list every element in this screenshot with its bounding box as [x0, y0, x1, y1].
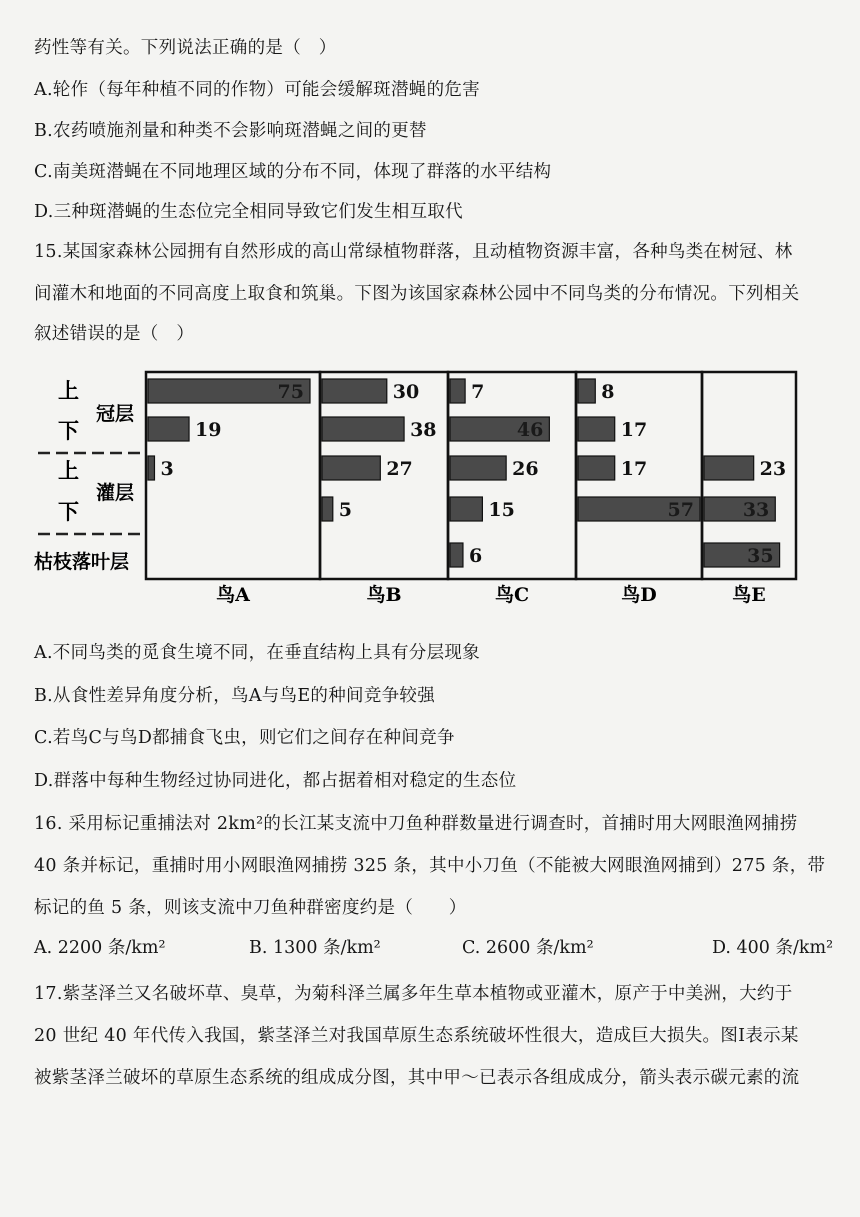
bar — [450, 379, 465, 403]
bar-value-label: 17 — [620, 458, 648, 480]
bar-value-label: 15 — [488, 499, 515, 521]
label-canopy: 冠层 — [96, 403, 135, 425]
q16-option-d: D. 400 条/km² — [712, 938, 834, 958]
q16-option-c: C. 2600 条/km² — [462, 938, 594, 958]
bar-value-label: 26 — [512, 458, 539, 480]
q15-option-a: A.不同鸟类的觅食生境不同，在垂直结构上具有分层现象 — [34, 643, 480, 663]
q17-stem-line: 17.紫茎泽兰又名破坏草、臭草，为菊科泽兰属多年生草本植物或亚灌木，原产于中美洲，大约于 — [34, 984, 793, 1004]
bar-value-label: 75 — [277, 381, 304, 403]
q16-option-a: A. 2200 条/km² — [34, 938, 166, 958]
bird-distribution-chart — [30, 362, 830, 612]
q15-stem-line: 间灌木和地面的不同高度上取食和筑巢。下图为该国家森林公园中不同鸟类的分布情况。下列相关 — [34, 284, 800, 304]
q15-stem-line: 叙述错误的是（ ） — [34, 324, 195, 344]
q14-option-d: D.三种斑潜蝇的生态位完全相同导致它们发生相互取代 — [34, 202, 463, 222]
bar-value-label: 27 — [386, 458, 413, 480]
bar-value-label: 7 — [471, 381, 485, 403]
bar-value-label: 57 — [667, 499, 694, 521]
label-shrub: 灌层 — [96, 482, 135, 504]
label-lower: 下 — [58, 499, 79, 524]
bar-value-label: 30 — [392, 381, 420, 403]
bar-value-label: 5 — [338, 499, 353, 521]
bar-value-label: 17 — [620, 419, 648, 441]
label-upper: 上 — [58, 458, 79, 483]
series-label: 鸟D — [621, 584, 657, 606]
label-lower: 下 — [58, 418, 79, 443]
q14-option-b: B.农药喷施剂量和种类不会影响斑潜蝇之间的更替 — [34, 121, 427, 141]
bar-value-label: 23 — [759, 458, 787, 480]
series-label: 鸟C — [494, 584, 530, 606]
q14-option-a: A.轮作（每年种植不同的作物）可能会缓解斑潜蝇的危害 — [34, 80, 480, 100]
bar-value-label: 35 — [747, 545, 774, 567]
bar-value-label: 19 — [195, 419, 222, 441]
q16-option-b: B. 1300 条/km² — [249, 938, 381, 958]
q16-stem-line: 标记的鱼 5 条，则该支流中刀鱼种群密度约是（ ） — [34, 898, 467, 918]
bar-value-label: 38 — [410, 419, 437, 441]
bar — [704, 456, 754, 480]
q15-option-d: D.群落中每种生物经过协同进化，都占据着相对稳定的生态位 — [34, 771, 517, 791]
q15-stem-line: 15.某国家森林公园拥有自然形成的高山常绿植物群落，且动植物资源丰富，各种鸟类在树冠、林 — [34, 242, 793, 262]
label-litter: 枯枝落叶层 — [34, 551, 130, 573]
series-label: 鸟B — [366, 584, 402, 606]
label-upper: 上 — [58, 378, 79, 403]
q14-stem: 药性等有关。下列说法正确的是（ ） — [34, 38, 337, 58]
bar — [578, 417, 615, 441]
q17-stem-line: 被紫茎泽兰破坏的草原生态系统的组成成分图，其中甲～已表示各组成成分，箭头表示碳元素的流 — [34, 1068, 800, 1088]
series-label: 鸟A — [216, 584, 250, 606]
bar — [322, 456, 380, 480]
series-label: 鸟E — [732, 584, 766, 606]
bar — [148, 417, 189, 441]
bar — [578, 379, 595, 403]
bar — [578, 456, 615, 480]
bar-value-label: 6 — [468, 545, 483, 567]
bar-value-label: 3 — [160, 458, 174, 480]
bar-value-label: 46 — [516, 419, 544, 441]
q15-option-b: B.从食性差异角度分析，鸟A与鸟E的种间竞争较强 — [34, 686, 436, 706]
bar — [148, 456, 154, 480]
bar — [322, 417, 404, 441]
bar — [322, 497, 333, 521]
bar-value-label: 8 — [601, 381, 615, 403]
bar — [450, 456, 506, 480]
q16-stem-line: 40 条并标记，重捕时用小网眼渔网捕捞 325 条，其中小刀鱼（不能被大网眼渔网捕到）275 条，带 — [34, 856, 826, 876]
bar-value-label: 33 — [742, 499, 770, 521]
bar — [450, 497, 482, 521]
q15-option-c: C.若鸟C与鸟D都捕食飞虫，则它们之间存在种间竞争 — [34, 728, 455, 748]
bar — [322, 379, 387, 403]
q17-stem-line: 20 世纪 40 年代传入我国，紫茎泽兰对我国草原生态系统破坏性很大，造成巨大损失。图Ⅰ表示某 — [34, 1026, 799, 1046]
bar — [450, 543, 463, 567]
q16-stem-line: 16. 采用标记重捕法对 2km²的长江某支流中刀鱼种群数量进行调查时，首捕时用大网眼渔网捕捞 — [34, 814, 798, 834]
q14-option-c: C.南美斑潜蝇在不同地理区域的分布不同，体现了群落的水平结构 — [34, 162, 552, 182]
